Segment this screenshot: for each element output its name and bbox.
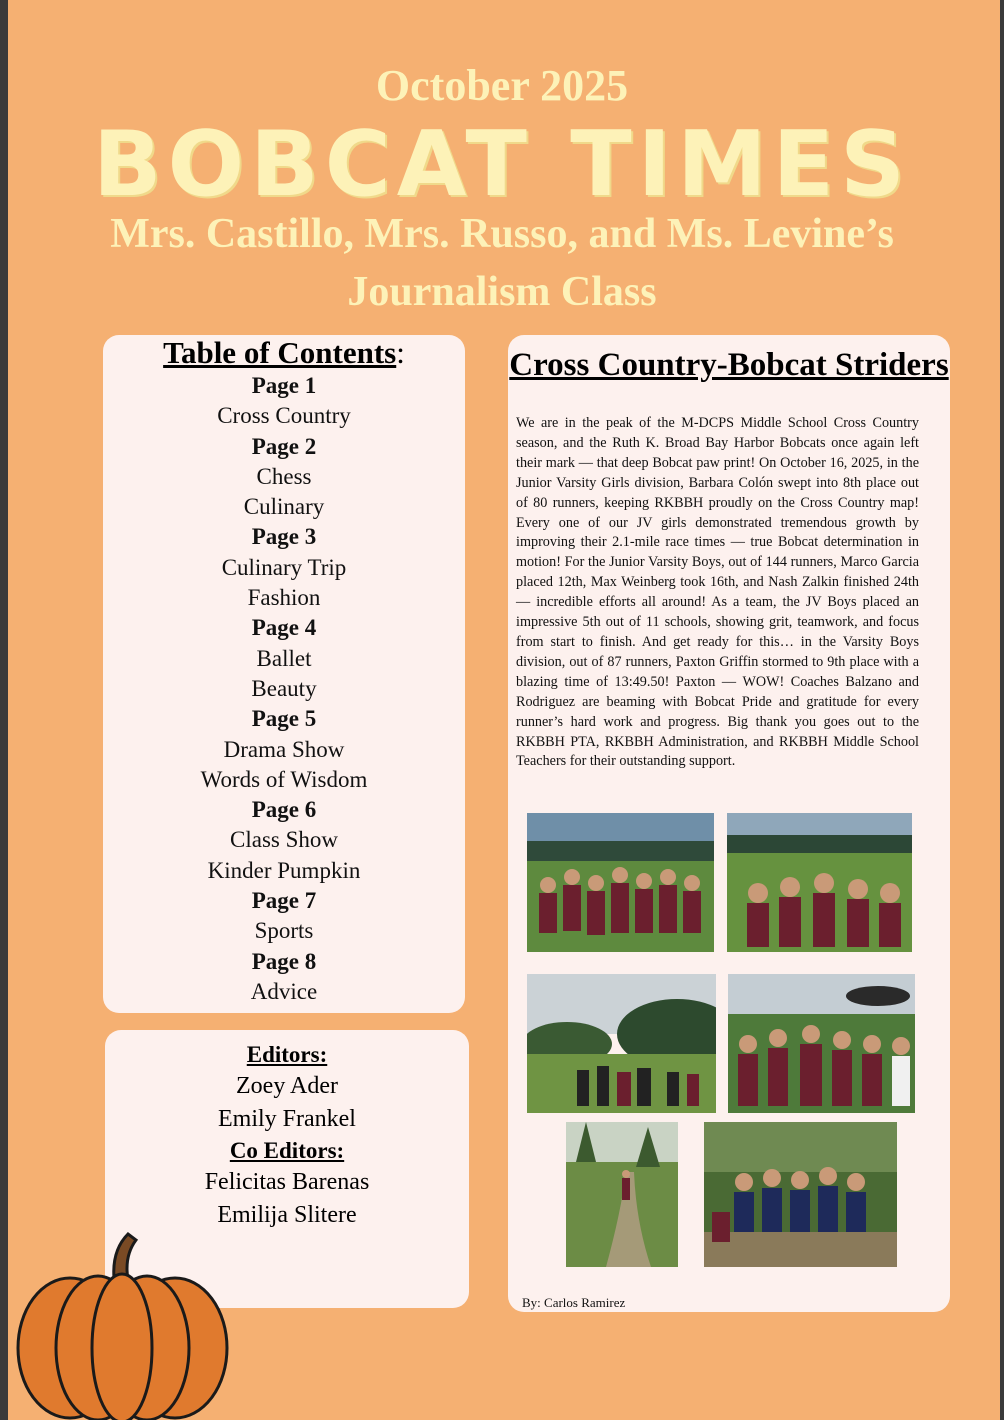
subtitle-line-1: Mrs. Castillo, Mrs. Russo, and Ms. Levine’s (110, 211, 894, 257)
article-byline: By: Carlos Ramirez (522, 1295, 626, 1310)
toc-entry: Beauty (251, 675, 317, 701)
toc-page-number: Page 8 (251, 948, 317, 974)
class-subtitle (40, 205, 964, 321)
toc-page-number: Page 1 (251, 373, 317, 398)
team-photo-4 (728, 974, 915, 1113)
toc-page-number: Page 6 (251, 797, 317, 823)
toc-page-number: Page 4 (251, 615, 317, 641)
toc-heading: Table of Contents: (163, 335, 405, 370)
toc-entry: Cross Country (217, 403, 351, 429)
co-editor-name: Emilija Slitere (217, 1202, 357, 1228)
toc-entry: Culinary (243, 494, 325, 520)
co-editors-label: Co Editors: (229, 1138, 345, 1163)
subtitle-line-2: Journalism Class (347, 269, 657, 315)
table-of-contents (103, 335, 465, 1013)
team-seated-photo (704, 1122, 897, 1267)
toc-entry: Kinder Pumpkin (207, 857, 361, 883)
team-photo-2 (727, 813, 912, 952)
trail-runner-photo (566, 1122, 678, 1267)
team-photo-1 (527, 813, 714, 952)
toc-entry: Words of Wisdom (200, 766, 368, 792)
toc-list (103, 371, 465, 1007)
toc-entry: Class Show (230, 827, 338, 853)
toc-entry: Chess (256, 463, 312, 489)
toc-page-number: Page 3 (251, 524, 317, 550)
editors-label: Editors: (246, 1042, 328, 1067)
article-body: We are in the peak of the M-DCPS Middle School Cross Country season, and the Ruth K. Broad Bay Harbor Bobcats once again left their mark — that deep Bobcat paw print! On October 16, 2025, in the Junior Varsity Girls division, Barbara Colón swept into 8th place out of 80 runners, keeping RKBBH proudly on the Cross Country map! Every one of our JV girls demonstrated tremendous growth by improving their 2.1-mile race times — true Bobcat determination in motion! For the Junior Varsity Boys, out of 144 runners, Marco Garcia placed 12th, Max Weinberg took 16th, and Nash Zalkin finished 24th — incredible efforts all around! As a team, the JV Boys placed an impressive 5th out of 11 schools, showing grit, teamwork, and focus from start to finish. And get ready for this… in the Varsity Boys division, out of 87 runners, Paxton Griffin stormed to 9th place with a blazing time of 13:49.50! Paxton — WOW! Coaches Balzano and Rodriguez are beaming with Bobcat Pride and gratitude for every runner’s hard work and progress. Big thank you goes out to the RKBBH PTA, RKBBH Administration, and RKBBH Middle School Teachers for their outstanding support. (516, 415, 919, 770)
cross-country-article (508, 335, 950, 1312)
article-title: Cross Country-Bobcat Striders (509, 347, 949, 383)
toc-entry: Sports (254, 918, 314, 944)
editor-name: Zoey Ader (236, 1073, 338, 1099)
newspaper-title: BOBCAT TIMES (93, 112, 911, 217)
toc-page-number: Page 5 (251, 706, 317, 732)
toc-entry: Ballet (256, 645, 312, 671)
pumpkin-icon (10, 1230, 235, 1420)
toc-entry: Culinary Trip (221, 554, 347, 580)
toc-page-number: Page 2 (251, 433, 317, 459)
co-editor-name: Felicitas Barenas (204, 1169, 370, 1195)
team-photo-3 (527, 974, 716, 1113)
toc-entry: Fashion (247, 585, 321, 611)
editor-name: Emily Frankel (218, 1106, 356, 1132)
issue-date: October 2025 (375, 61, 629, 110)
toc-entry: Drama Show (223, 736, 345, 762)
toc-page-number: Page 7 (251, 888, 317, 914)
toc-entry: Advice (250, 978, 318, 1004)
